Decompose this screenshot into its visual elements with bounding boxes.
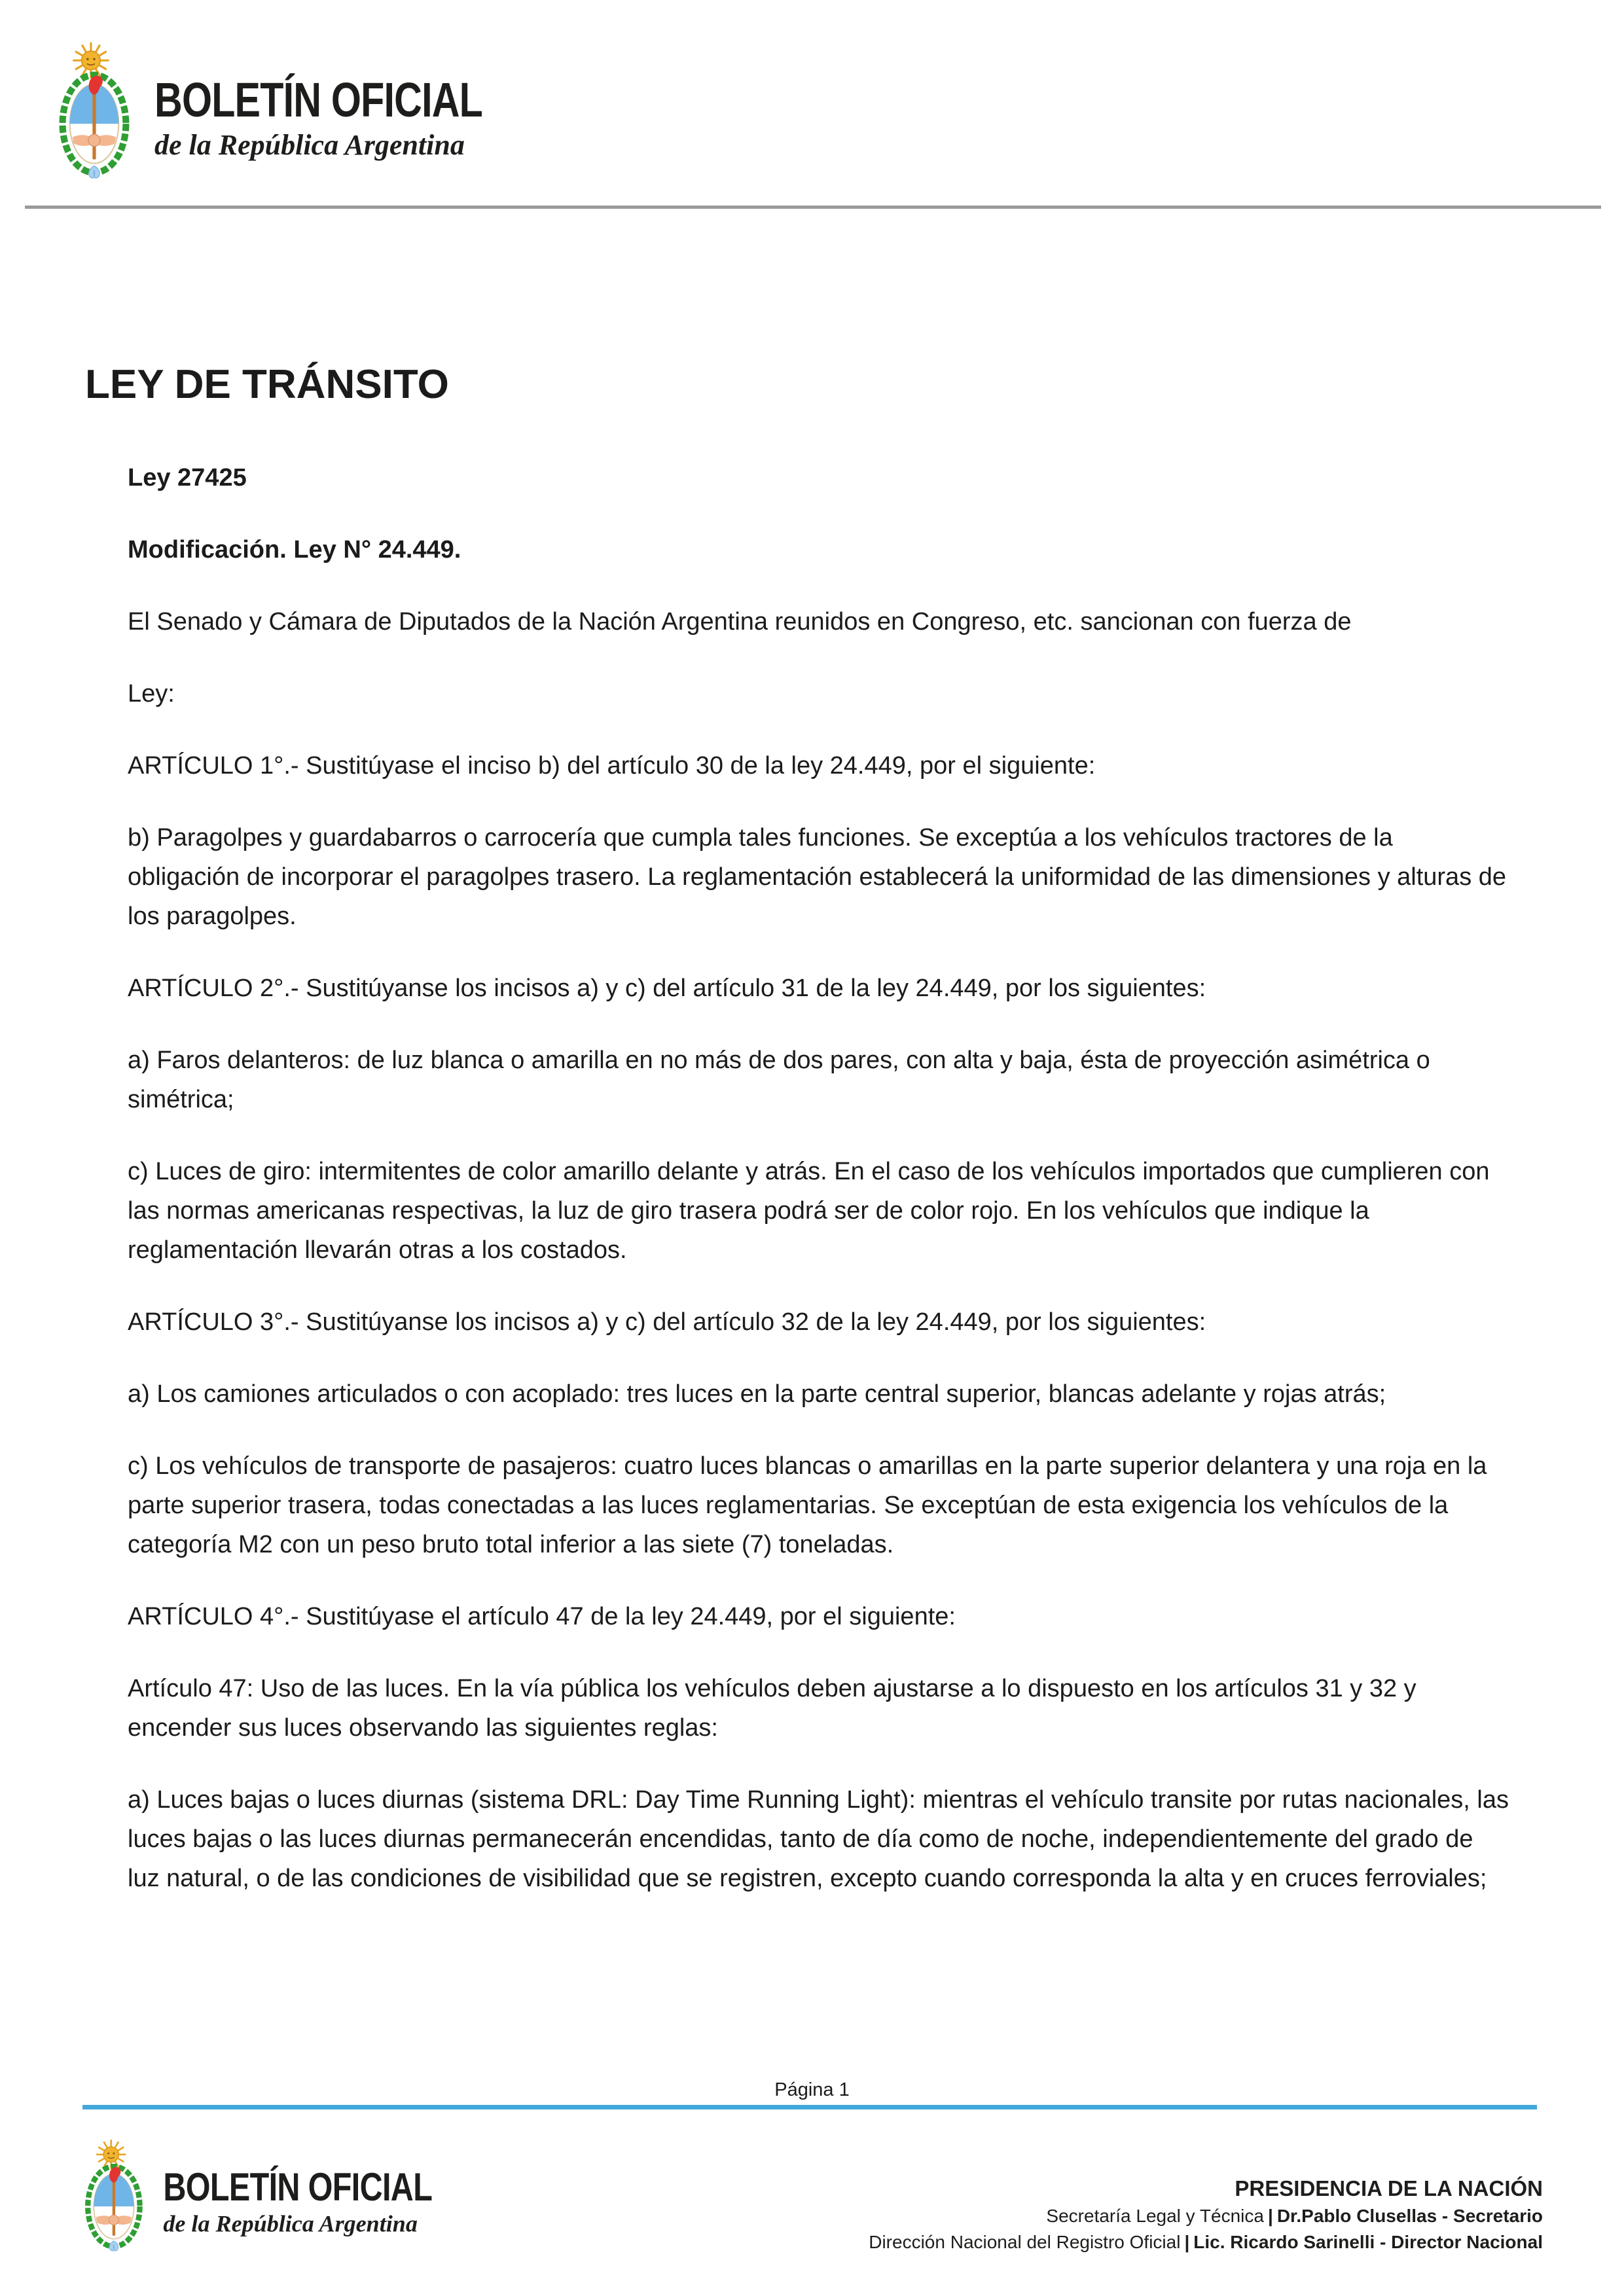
- office-label: Secretaría Legal y Técnica: [1046, 2206, 1264, 2226]
- paragraph: Ley:: [128, 680, 175, 708]
- paragraph: b) Paragolpes y guardabarros o carrocería que cumpla tales funciones. Se exceptúa a los vehículos tractores de la obligación de incorporar el paragolpes trasero. La reglamentación establecerá la uniformidad de las dimensiones y alturas de los paragolpes.: [128, 824, 1507, 930]
- credit-separator: |: [1267, 2206, 1273, 2226]
- footer-credits: [869, 2174, 1543, 2255]
- credit-separator: |: [1184, 2232, 1190, 2252]
- credit-line-direccion: [869, 2229, 1543, 2255]
- presidency-title: PRESIDENCIA DE LA NACIÓN: [1235, 2176, 1543, 2200]
- paragraph: ARTÍCULO 2°.- Sustitúyanse los incisos a) y c) del artículo 31 de la ley 24.449, por los siguientes:: [128, 975, 1206, 1002]
- argentina-coat-of-arms-icon: [84, 2135, 149, 2259]
- logo-text: [154, 37, 564, 160]
- credit-line-secretaria: [869, 2203, 1543, 2229]
- header-logo: [58, 37, 564, 188]
- footer-logo: [84, 2135, 499, 2259]
- paragraph: ARTÍCULO 1°.- Sustitúyase el inciso b) del artículo 30 de la ley 24.449, por el siguiente:: [128, 752, 1096, 780]
- logo-subtitle: de la República Argentina: [163, 2210, 418, 2237]
- paragraph: a) Luces bajas o luces diurnas (sistema DRL: Day Time Running Light): mientras el vehículo transite por rutas nacionales, las luces bajas o las luces diurnas permanecerán encendidas, tanto de día como de noche, independientemente del grado de luz natural, o de las condiciones de visibilidad que se registren, excepto cuando corresponda la alta y en cruces ferroviales;: [128, 1786, 1509, 1892]
- logo-title: BOLETÍN OFICIAL: [154, 73, 483, 127]
- paragraph: c) Los vehículos de transporte de pasajeros: cuatro luces blancas o amarillas en la parte superior delantera y una roja en la parte superior trasera, todas conectadas a las luces reglamentarias. Se exceptúan de esta exigencia los vehículos de la categoría M2 con un peso bruto total inferior a las siete (7) toneladas.: [128, 1452, 1487, 1558]
- logo-subtitle: de la República Argentina: [154, 129, 465, 161]
- paragraph: c) Luces de giro: intermitentes de color amarillo delante y atrás. En el caso de los vehículos importados que cumplieren con las normas americanas respectivas, la luz de giro trasera podrá ser de color rojo. En los vehículos que indique la reglamentación llevarán otras a los costados.: [128, 1158, 1490, 1264]
- document-title: LEY DE TRÁNSITO: [85, 362, 449, 407]
- logo-title: BOLETÍN OFICIAL: [163, 2164, 433, 2210]
- paragraph: a) Faros delanteros: de luz blanca o amarilla en no más de dos pares, con alta y baja, ésta de proyección asimétrica o simétrica;: [128, 1047, 1430, 1113]
- footer-divider: [82, 2105, 1537, 2109]
- argentina-coat-of-arms-icon: [58, 37, 137, 188]
- office-label: Dirección Nacional del Registro Oficial: [869, 2232, 1181, 2252]
- header-divider: [25, 206, 1601, 209]
- paragraph: El Senado y Cámara de Diputados de la Nación Argentina reunidos en Congreso, etc. sancionan con fuerza de: [128, 608, 1352, 636]
- law-modification: Modificación. Ley N° 24.449.: [128, 536, 461, 564]
- logo-text: [163, 2135, 499, 2236]
- official-name: Dr.Pablo Clusellas - Secretario: [1276, 2206, 1543, 2226]
- paragraph: a) Los camiones articulados o con acoplado: tres luces en la parte central superior, blancas adelante y rojas atrás;: [128, 1380, 1386, 1408]
- law-number: Ley 27425: [128, 464, 247, 492]
- paragraph: ARTÍCULO 4°.- Sustitúyase el artículo 47 de la ley 24.449, por el siguiente:: [128, 1603, 956, 1630]
- official-name: Lic. Ricardo Sarinelli - Director Nacional: [1193, 2232, 1543, 2252]
- document-body: [85, 364, 1542, 1931]
- page-number: Página 1: [774, 2079, 850, 2100]
- paragraph: Artículo 47: Uso de las luces. En la vía pública los vehículos deben ajustarse a lo dispuesto en los artículos 31 y 32 y encender sus luces observando las siguientes reglas:: [128, 1675, 1416, 1742]
- paragraph: ARTÍCULO 3°.- Sustitúyanse los incisos a) y c) del artículo 32 de la ley 24.449, por los siguientes:: [128, 1308, 1206, 1336]
